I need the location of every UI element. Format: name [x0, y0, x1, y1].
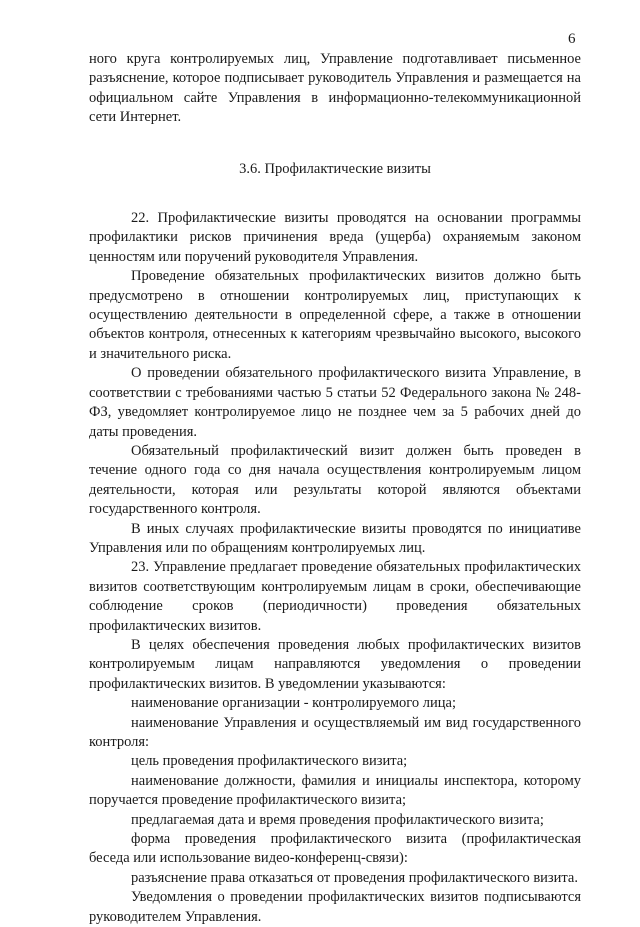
list-item: наименование должности, фамилия и инициалы инспектора, которому поручается проведение профилактического визита;	[89, 772, 581, 809]
page-number: 6	[568, 31, 576, 47]
list-item: наименование организации - контролируемого лица;	[131, 695, 456, 712]
list-item: форма проведения профилактического визита (профилактическая беседа или использование видео-конференц-связи):	[89, 831, 581, 867]
list-item: разъяснение права отказаться от проведения профилактического визита.	[131, 869, 578, 886]
paragraph: Уведомления о проведении профилактических визитов подписываются руководителем Управления.	[89, 889, 581, 925]
paragraph: Обязательный профилактический визит должен быть проведен в течение одного года со дня начала осуществления контролируемым лицом деятельности, которая или результаты которой являются объектами государственного контроля.	[89, 442, 581, 518]
section-heading: 3.6. Профилактические визиты	[239, 160, 431, 177]
document-body	[89, 50, 581, 927]
list-item: цель проведения профилактического визита;	[131, 753, 408, 770]
paragraph: Проведение обязательных профилактических визитов должно быть предусмотрено в отношении контролируемых лиц, приступающих к осуществлению деятельности в определенной сфере, а также в отношении объектов контроля, отнесенных к категориям чрезвычайно высокого, высокого и значительного риска.	[89, 268, 581, 362]
paragraph: В иных случаях профилактические визиты проводятся по инициативе Управления или по обращениям контролируемых лиц.	[89, 520, 581, 556]
paragraph: В целях обеспечения проведения любых профилактических визитов контролируемым лицам направляются уведомления о проведении профилактических визитов. В уведомлении указываются:	[89, 636, 581, 692]
list-item: наименование Управления и осуществляемый им вид государственного контроля:	[89, 714, 581, 750]
list-item: предлагаемая дата и время проведения профилактического визита;	[131, 811, 544, 828]
paragraph-continuation: ного круга контролируемых лиц, Управление подготавливает письменное разъяснение, которое подписывает руководитель Управления и размещается на официальном сайте Управления в информационно-телекоммуникационной сети Интернет.	[89, 51, 581, 126]
paragraph: 22. Профилактические визиты проводятся на основании программы профилактики рисков причинения вреда (ущерба) охраняемым законом ценностям или поручений руководителя Управления.	[89, 210, 581, 265]
paragraph: 23. Управление предлагает проведение обязательных профилактических визитов соответствующим контролируемым лицам в сроки, обеспечивающие соблюдение сроков (периодичности) проведения обязательных профилактических визитов.	[89, 559, 581, 634]
paragraph: О проведении обязательного профилактического визита Управление, в соответствии с требованиями частью 5 статьи 52 Федерального закона № 248-ФЗ, уведомляет контролируемое лицо не позднее чем за 5 рабочих дней до даты проведения.	[89, 365, 581, 440]
